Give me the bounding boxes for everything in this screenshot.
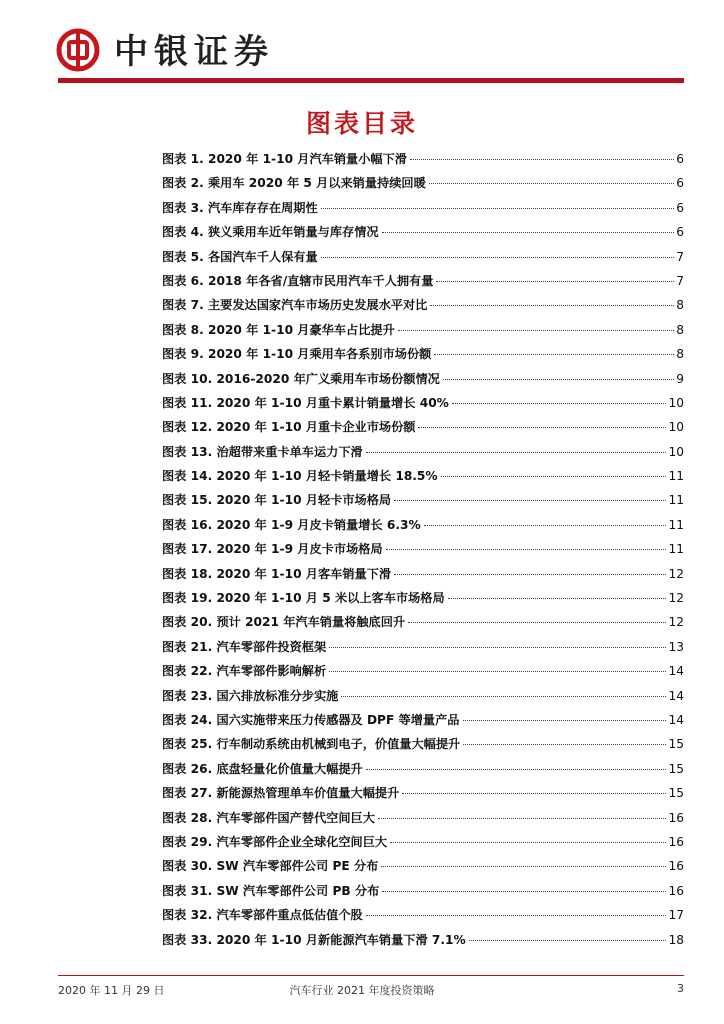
toc-entry[interactable] [162,296,684,320]
toc-entry-page: 11 [668,517,684,532]
toc-leader-dots [390,842,666,843]
toc-leader-dots [436,281,674,282]
toc-entry-label: 图表 25. 行车制动系统由机械到电子，价值量大幅提升 [162,737,461,752]
toc-entry[interactable] [162,613,684,637]
toc-leader-dots [463,744,666,745]
toc-entry-page: 6 [676,176,684,191]
toc-entry-page: 8 [676,322,684,337]
toc-entry-page: 8 [676,298,684,313]
toc-entry[interactable] [162,931,684,955]
toc-entry[interactable] [162,223,684,247]
toc-entry-page: 13 [668,639,684,654]
brand-name: 中银证券 [114,32,274,72]
toc-entry-page: 6 [676,152,684,166]
footer-page-number: 3 [677,982,684,995]
toc-entry-label: 图表 31. SW 汽车零部件公司 PB 分布 [162,883,380,898]
toc-entry[interactable] [162,370,684,394]
toc-entry-page: 16 [668,859,684,874]
toc-entry-label: 图表 18. 2020 年 1-10 月客车销量下滑 [162,566,392,581]
toc-leader-dots [448,598,667,599]
toc-entry-page: 14 [668,712,684,727]
toc-leader-dots [382,891,666,892]
toc-entry[interactable] [162,540,684,564]
toc-entry-label: 图表 16. 2020 年 1-9 月皮卡销量增长 6.3% [162,517,421,532]
toc-entry-page: 9 [676,371,684,386]
toc-entry-label: 图表 28. 汽车零部件国产替代空间巨大 [162,810,375,825]
toc-entry-label: 图表 24. 国六实施带来压力传感器及 DPF 等增量产品 [162,712,460,727]
toc-entry-page: 17 [668,908,684,923]
toc-entry-label: 图表 4. 狭义乘用车近年销量与库存情况 [162,225,379,240]
toc-entry[interactable] [162,345,684,369]
header-rule [58,78,684,83]
toc-entry[interactable] [162,491,684,515]
toc-leader-dots [381,866,666,867]
toc-leader-dots [366,452,667,453]
toc-entry-page: 11 [668,469,684,484]
toc-entry-page: 6 [676,200,684,215]
toc-leader-dots [434,354,674,355]
toc-entry-label: 图表 19. 2020 年 1-10 月 5 米以上客车市场格局 [162,591,445,606]
toc-entry-label: 图表 3. 汽车库存存在周期性 [162,200,318,215]
toc-entry-label: 图表 26. 底盘轻量化价值量大幅提升 [162,761,363,776]
toc-entry[interactable] [162,394,684,418]
toc-entry-label: 图表 12. 2020 年 1-10 月重卡企业市场份额 [162,420,416,435]
toc-entry-label: 图表 9. 2020 年 1-10 月乘用车各系别市场份额 [162,347,432,362]
toc-leader-dots [398,330,674,331]
toc-entry-page: 10 [668,444,684,459]
toc-entry-page: 15 [668,737,684,752]
toc-leader-dots [382,232,675,233]
toc-leader-dots [424,525,667,526]
toc-entry[interactable] [162,662,684,686]
toc-entry[interactable] [162,565,684,589]
toc-entry-label: 图表 32. 汽车零部件重点低估值个股 [162,908,363,923]
toc-entry[interactable] [162,760,684,784]
toc-entry-page: 16 [668,834,684,849]
bank-of-china-logo-icon [56,28,100,72]
toc-entry-page: 15 [668,786,684,801]
toc-leader-dots [329,647,666,648]
toc-leader-dots [366,915,667,916]
toc-entry-label: 图表 23. 国六排放标准分步实施 [162,688,339,703]
toc-entry[interactable] [162,809,684,833]
toc-entry-page: 14 [668,664,684,679]
footer-doc-title: 汽车行业 2021 年度投资策略 [289,984,435,997]
toc-leader-dots [402,793,666,794]
toc-entry-label: 图表 33. 2020 年 1-10 月新能源汽车销量下滑 7.1% [162,932,466,947]
toc-leader-dots [378,818,667,819]
footer-rule [58,975,684,976]
toc-entry-label: 图表 22. 汽车零部件影响解析 [162,664,327,679]
toc-entry-label: 图表 29. 汽车零部件企业全球化空间巨大 [162,834,388,849]
toc-entry[interactable] [162,882,684,906]
toc-entry-page: 15 [668,761,684,776]
toc-entry-page: 16 [668,883,684,898]
toc-entry-page: 7 [676,273,684,288]
toc-entry[interactable] [162,199,684,223]
toc-entry-page: 14 [668,688,684,703]
toc-entry-label: 图表 21. 汽车零部件投资框架 [162,639,327,654]
toc-entry-label: 图表 15. 2020 年 1-10 月轻卡市场格局 [162,493,392,508]
page-title: 图表目录 [305,109,418,138]
toc-entry[interactable] [162,443,684,467]
toc-entry-label: 图表 27. 新能源热管理单车价值量大幅提升 [162,786,400,801]
toc-leader-dots [408,622,666,623]
toc-entry-page: 11 [668,493,684,508]
toc-entry[interactable] [162,467,684,491]
toc-leader-dots [430,305,674,306]
toc-entry[interactable] [162,833,684,857]
page-header [56,28,686,76]
toc-list [162,150,684,955]
toc-entry[interactable] [162,418,684,442]
toc-entry-page: 10 [668,420,684,435]
footer-date: 2020 年 11 月 29 日 [58,984,165,997]
toc-entry-page: 8 [676,347,684,362]
toc-entry[interactable] [162,516,684,540]
toc-leader-dots [341,696,666,697]
toc-entry-label: 图表 2. 乘用车 2020 年 5 月以来销量持续回暖 [162,176,426,191]
toc-entry[interactable] [162,735,684,759]
toc-entry-label: 图表 10. 2016-2020 年广义乘用车市场份额情况 [162,371,440,386]
toc-leader-dots [321,257,675,258]
toc-leader-dots [429,183,674,184]
toc-entry[interactable] [162,857,684,881]
toc-entry-page: 12 [668,566,684,581]
toc-entry[interactable] [162,150,684,174]
toc-leader-dots [443,379,674,380]
toc-entry-page: 7 [676,249,684,264]
toc-entry-label: 图表 20. 预计 2021 年汽车销量将触底回升 [162,615,406,630]
toc-entry-label: 图表 13. 治超带来重卡单车运力下滑 [162,444,363,459]
toc-leader-dots [410,159,674,160]
toc-entry[interactable] [162,906,684,930]
toc-entry[interactable] [162,711,684,735]
toc-entry-page: 12 [668,591,684,606]
toc-entry-page: 16 [668,810,684,825]
toc-entry-label: 图表 11. 2020 年 1-10 月重卡累计销量增长 40% [162,395,449,410]
toc-leader-dots [329,671,666,672]
toc-entry-page: 10 [668,395,684,410]
toc-entry-label: 图表 8. 2020 年 1-10 月豪华车占比提升 [162,322,395,337]
toc-entry-label: 图表 30. SW 汽车零部件公司 PE 分布 [162,859,379,874]
toc-leader-dots [394,574,666,575]
toc-entry-label: 图表 5. 各国汽车千人保有量 [162,249,318,264]
toc-entry-page: 18 [668,932,684,947]
toc-leader-dots [394,500,666,501]
toc-entry-page: 12 [668,615,684,630]
toc-entry-label: 图表 14. 2020 年 1-10 月轻卡销量增长 18.5% [162,469,438,484]
toc-entry[interactable] [162,272,684,296]
toc-leader-dots [386,549,667,550]
toc-entry[interactable] [162,687,684,711]
toc-leader-dots [463,720,667,721]
toc-leader-dots [469,940,667,941]
toc-leader-dots [452,403,667,404]
toc-entry[interactable] [162,321,684,345]
toc-entry[interactable] [162,784,684,808]
toc-entry[interactable] [162,248,684,272]
toc-entry-label: 图表 6. 2018 年各省/直辖市民用汽车千人拥有量 [162,273,434,288]
toc-entry-label: 图表 1. 2020 年 1-10 月汽车销量小幅下滑 [162,152,407,166]
toc-entry-label: 图表 17. 2020 年 1-9 月皮卡市场格局 [162,542,383,557]
toc-leader-dots [441,476,667,477]
toc-entry[interactable] [162,589,684,613]
toc-leader-dots [366,769,667,770]
toc-leader-dots [321,208,675,209]
toc-entry-label: 图表 7. 主要发达国家汽车市场历史发展水平对比 [162,298,428,313]
toc-entry-page: 6 [676,225,684,240]
toc-entry-page: 11 [668,542,684,557]
toc-entry[interactable] [162,638,684,662]
toc-entry[interactable] [162,174,684,198]
toc-leader-dots [418,427,666,428]
